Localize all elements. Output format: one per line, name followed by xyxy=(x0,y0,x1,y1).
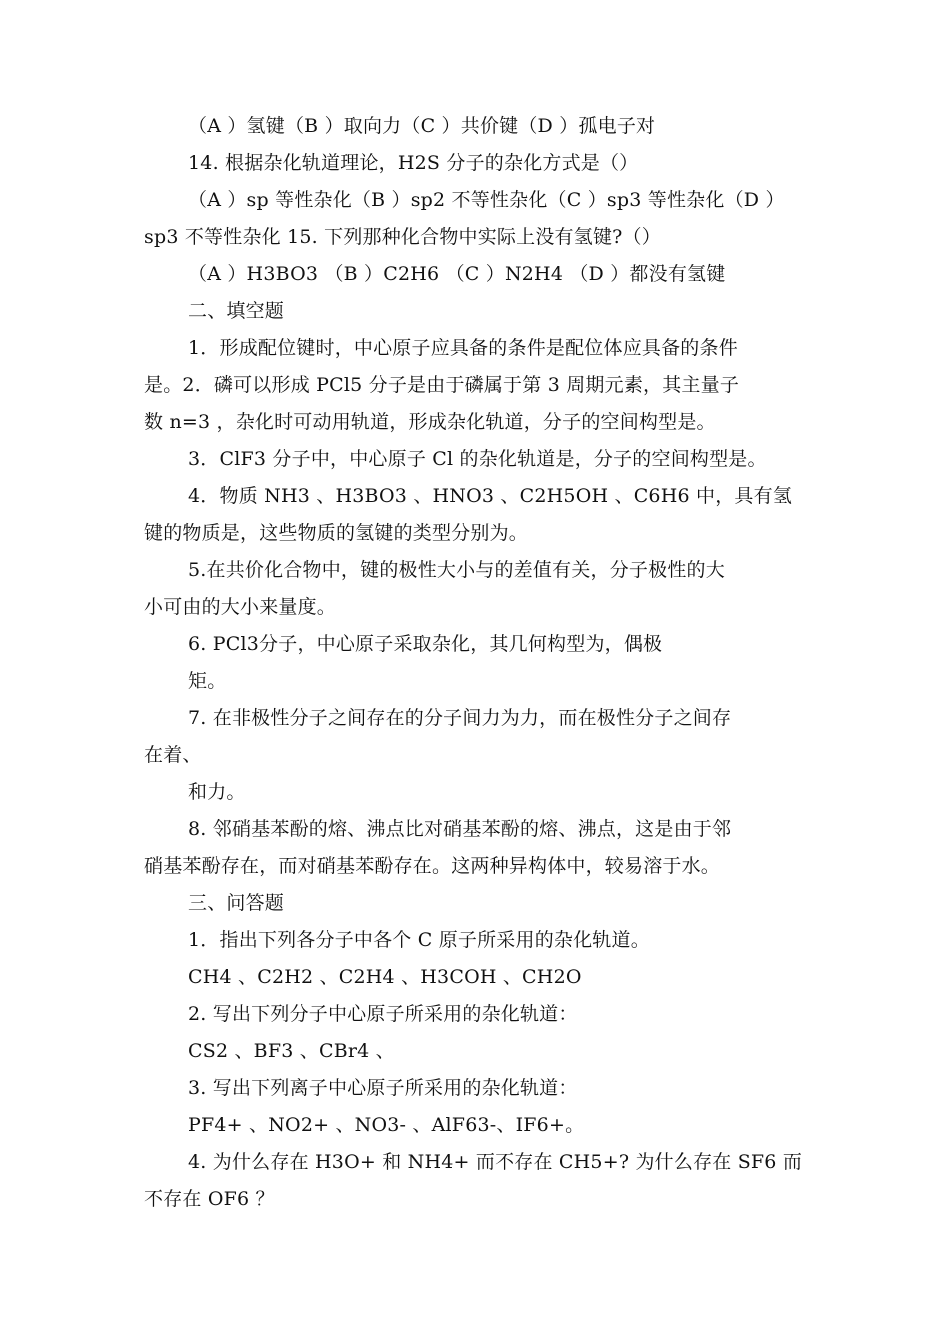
qa-item-2-formulas: CS2 、BF3 、CBr4 、 xyxy=(188,1040,395,1062)
qa-item-3-formulas: PF4+ 、NO2+ 、NO3- 、AlF63-、IF6+。 xyxy=(188,1114,585,1136)
fill-item-4-cont: 键的物质是，这些物质的氢键的类型分别为。 xyxy=(144,522,529,544)
qa-item-1-formulas: CH4 、C2H2 、C2H4 、H3COH 、CH2O xyxy=(188,966,582,988)
fill-item-7-cont: 在着、 xyxy=(144,744,202,766)
option-line-13: （A ）氢键（B ）取向力（C ）共价键（D ）孤电子对 xyxy=(188,115,656,137)
section-heading-fill: 二、填空题 xyxy=(188,300,285,322)
qa-item-1: 1．指出下列各分子中各个 C 原子所采用的杂化轨道。 xyxy=(188,929,650,951)
qa-item-4-cont: 不存在 OF6 ？ xyxy=(144,1188,275,1210)
fill-item-3: 3．ClF3 分子中，中心原子 Cl 的杂化轨道是，分子的空间构型是。 xyxy=(188,448,767,470)
section-heading-qa: 三、问答题 xyxy=(188,892,285,914)
qa-item-4: 4. 为什么存在 H3O+ 和 NH4+ 而不存在 CH5+? 为什么存在 SF6 而 xyxy=(188,1151,803,1173)
option-line-15: （A ）H3BO3 （B ）C2H6 （C ）N2H4 （D ）都没有氢键 xyxy=(188,263,726,285)
fill-item-5: 5.在共价化合物中，键的极性大小与的差值有关，分子极性的大 xyxy=(188,559,725,581)
fill-item-2-cont: 数 n=3 ，杂化时可动用轨道，形成杂化轨道，分子的空间构型是。 xyxy=(144,411,716,433)
fill-item-7: 7. 在非极性分子之间存在的分子间力为力，而在极性分子之间存 xyxy=(188,707,732,729)
fill-item-1: 1．形成配位键时，中心原子应具备的条件是配位体应具备的条件 xyxy=(188,337,738,359)
fill-item-5-cont: 小可由的大小来量度。 xyxy=(144,596,337,618)
fill-item-6-cont: 矩。 xyxy=(188,670,227,692)
qa-item-2: 2. 写出下列分子中心原子所采用的杂化轨道： xyxy=(188,1003,578,1025)
question-14: 14. 根据杂化轨道理论，H2S 分子的杂化方式是（） xyxy=(188,152,639,174)
qa-item-3: 3. 写出下列离子中心原子所采用的杂化轨道： xyxy=(188,1077,578,1099)
fill-item-4: 4．物质 NH3 、H3BO3 、HNO3 、C2H5OH 、C6H6 中，具有氢 xyxy=(188,485,793,507)
fill-item-6: 6. PCl3分子，中心原子采取杂化，其几何构型为，偶极 xyxy=(188,633,663,655)
fill-item-8: 8. 邻硝基苯酚的熔、沸点比对硝基苯酚的熔、沸点，这是由于邻 xyxy=(188,818,732,840)
fill-item-8-cont: 硝基苯酚存在，而对硝基苯酚存在。这两种异构体中，较易溶于水。 xyxy=(144,855,721,877)
fill-item-1-cont: 是。2．磷可以形成 PCl5 分子是由于磷属于第 3 周期元素，其主量子 xyxy=(144,374,740,396)
question-15: sp3 不等性杂化 15. 下列那种化合物中实际上没有氢键?（） xyxy=(144,226,661,248)
option-line-14: （A ）sp 等性杂化（B ）sp2 不等性杂化（C ）sp3 等性杂化（D ） xyxy=(188,189,785,211)
fill-item-7-cont2: 和力。 xyxy=(188,781,246,803)
